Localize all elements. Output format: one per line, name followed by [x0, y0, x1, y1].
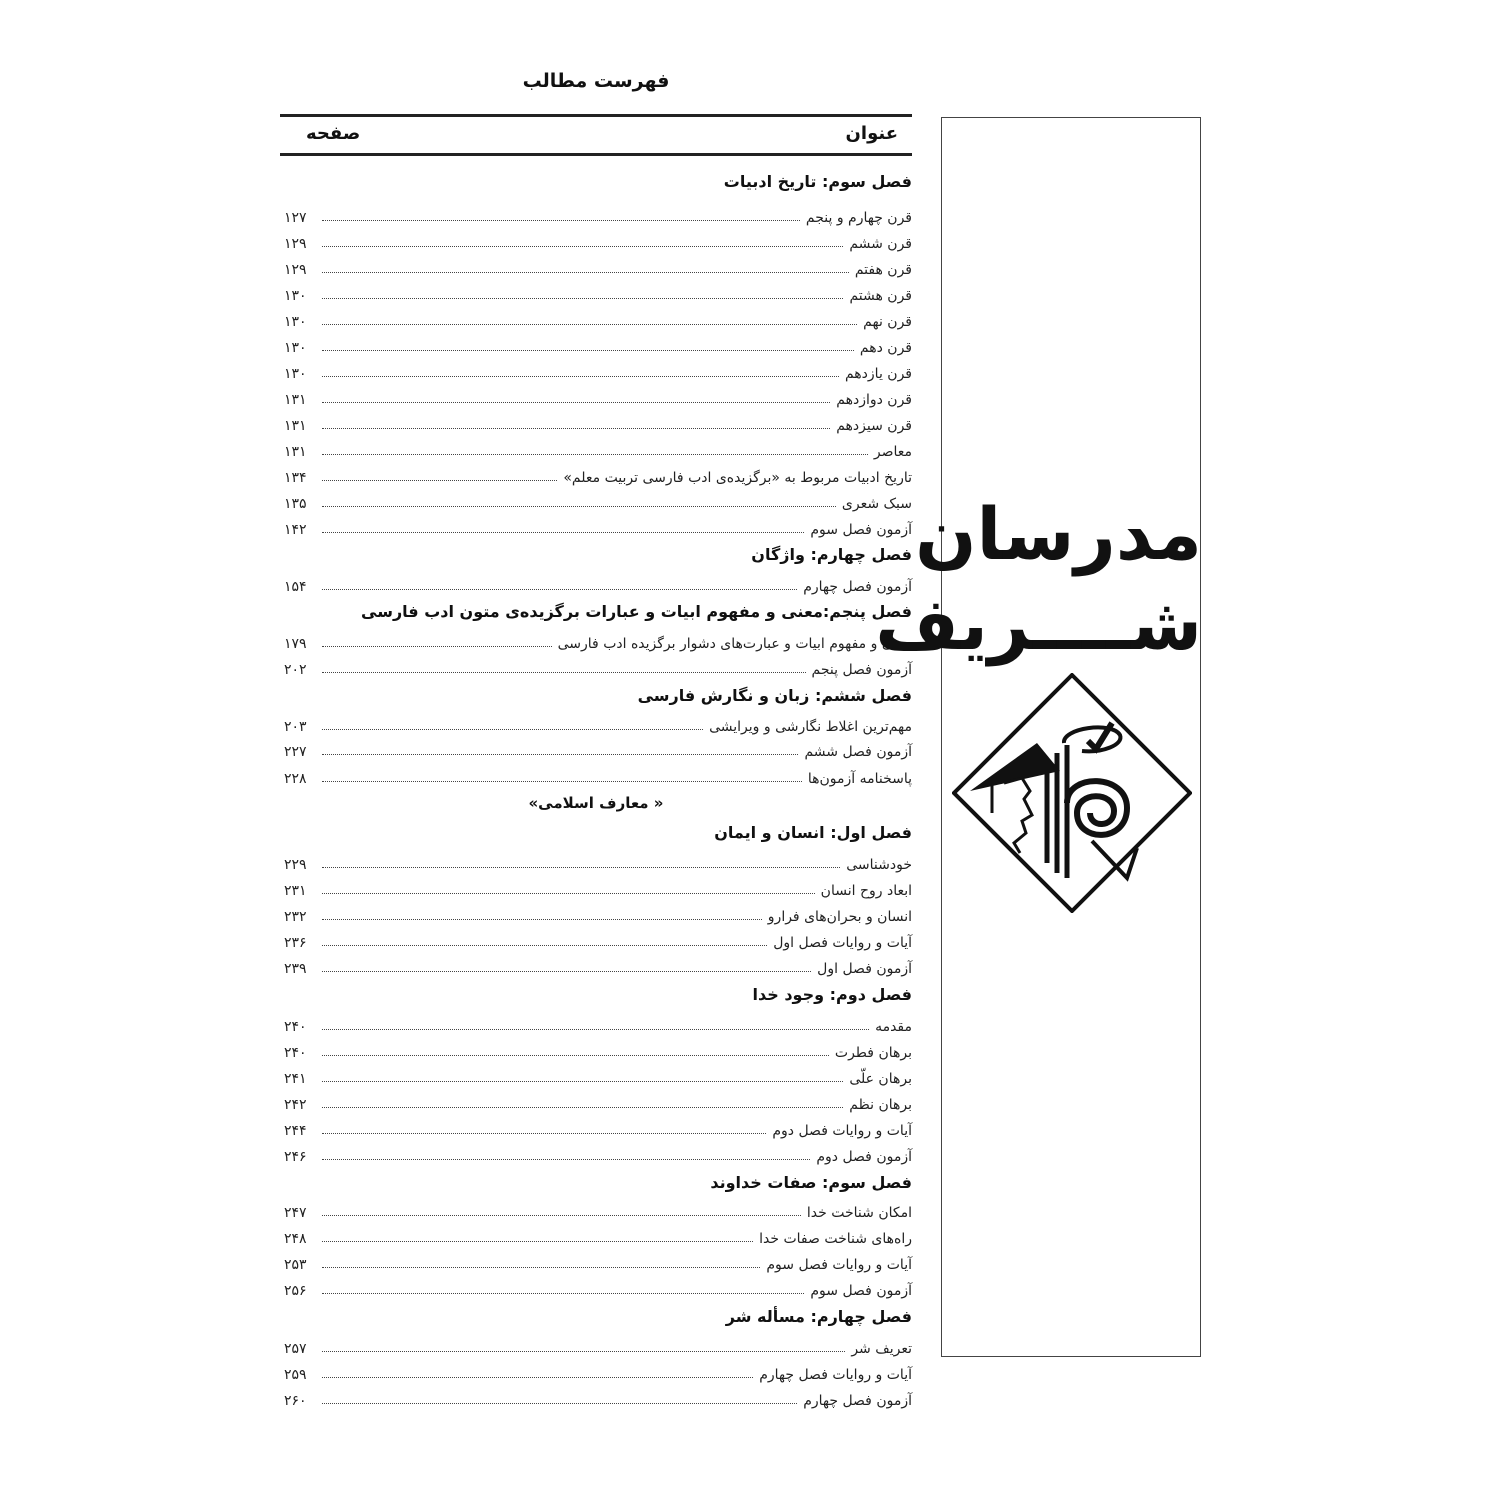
- toc-entry-page: ۲۴۲: [284, 1097, 307, 1113]
- toc-entry-page: ۲۰۳: [284, 719, 307, 735]
- dot-leader: [322, 1241, 753, 1242]
- toc-entry: [280, 386, 912, 408]
- dot-leader: [322, 220, 800, 221]
- toc-entry-page: ۲۴۴: [284, 1123, 307, 1139]
- dot-leader: [322, 971, 811, 972]
- toc-entry-label: ابعاد روح انسان: [820, 883, 912, 899]
- toc-entry: [280, 1199, 912, 1221]
- toc-entry-label: مقدمه: [875, 1019, 912, 1035]
- page-title: فهرست مطالب: [522, 70, 670, 92]
- toc-entry-page: ۲۵۳: [284, 1257, 307, 1273]
- toc-entry-label: قرن ششم: [849, 236, 912, 252]
- toc-entry-page: ۱۴۲: [284, 522, 307, 538]
- toc-entry-label: برهان نظم: [849, 1097, 912, 1113]
- toc-entry-page: ۲۳۹: [284, 961, 307, 977]
- toc-entry-label: برهان فطرت: [834, 1045, 912, 1061]
- dot-leader: [322, 945, 767, 946]
- toc-entry-label: قرن هشتم: [849, 288, 912, 304]
- toc-entry-page: ۱۲۹: [284, 236, 307, 252]
- brand-name-line1: مدرسان: [915, 492, 1202, 576]
- toc-entry-page: ۲۶۰: [284, 1393, 307, 1409]
- toc-entry: [280, 1361, 912, 1383]
- toc-entry-label: تاریخ ادبیات مربوط به «برگزیده‌ی ادب فارسی تربیت معلم»: [563, 470, 912, 486]
- dot-leader: [322, 1351, 845, 1352]
- toc-entry-label: آزمون فصل چهارم: [803, 1393, 912, 1409]
- toc-entry: [280, 630, 912, 652]
- toc-entry: [280, 1091, 912, 1113]
- toc-entry: [280, 256, 912, 278]
- toc-entry-page: ۱۳۱: [284, 418, 307, 434]
- toc-entry-label: قرن سیزدهم: [836, 418, 912, 434]
- toc-entry-label: تعریف شر: [851, 1341, 912, 1357]
- toc-entry-page: ۱۳۰: [284, 288, 307, 304]
- toc-entry-page: ۲۲۹: [284, 857, 307, 873]
- toc-entry-label: امکان شناخت خدا: [806, 1205, 912, 1221]
- toc-entry-page: ۱۳۵: [284, 496, 307, 512]
- chapter-heading: فصل چهارم: واژگان: [751, 545, 912, 564]
- toc-entry: [280, 955, 912, 977]
- toc-entry: [280, 308, 912, 330]
- toc-entry: [280, 464, 912, 486]
- toc-entry-label: قرن یازدهم: [844, 366, 912, 382]
- graduate-pencil-logo-icon: [952, 673, 1192, 913]
- toc-entry-page: ۲۴۷: [284, 1205, 307, 1221]
- toc-entry: [280, 1065, 912, 1087]
- toc-entry-label: آزمون فصل پنجم: [811, 662, 912, 678]
- toc-entry: [280, 1013, 912, 1035]
- toc-entry-page: ۲۳۱: [284, 883, 307, 899]
- toc-entry-page: ۲۴۰: [284, 1045, 307, 1061]
- toc-entry-label: خودشناسی: [846, 857, 912, 873]
- toc-entry: [280, 438, 912, 460]
- chapter-heading: فصل اول: انسان و ایمان: [714, 823, 912, 842]
- dot-leader: [322, 272, 849, 273]
- toc-entry-page: ۲۵۶: [284, 1283, 307, 1299]
- dot-leader: [322, 1267, 760, 1268]
- dot-leader: [322, 893, 815, 894]
- toc-entry: [280, 1143, 912, 1165]
- chapter-heading: فصل چهارم: مسأله شر: [725, 1307, 912, 1326]
- dot-leader: [322, 781, 802, 782]
- toc-entry-label: معنی و مفهوم ابیات و عبارت‌های دشوار برگزیده ادب فارسی: [557, 636, 912, 652]
- toc-entry: [280, 1225, 912, 1247]
- dot-leader: [322, 480, 557, 481]
- toc-entry-page: ۲۳۶: [284, 935, 307, 951]
- toc-entry-page: ۱۳۱: [284, 392, 307, 408]
- toc-entry-page: ۲۲۷: [284, 744, 307, 760]
- dot-leader: [322, 428, 830, 429]
- dot-leader: [322, 1403, 797, 1404]
- toc-entry-label: قرن چهارم و پنجم: [805, 210, 912, 226]
- toc-entry: [280, 282, 912, 304]
- toc-entry: [280, 738, 912, 760]
- toc-entry-label: راه‌های شناخت صفات خدا: [759, 1231, 912, 1247]
- dot-leader: [322, 402, 830, 403]
- dot-leader: [322, 646, 552, 647]
- toc-entry-label: آزمون فصل اول: [817, 961, 912, 977]
- toc-entry-label: قرن نهم: [863, 314, 912, 330]
- toc-entry: [280, 1117, 912, 1139]
- dot-leader: [322, 350, 854, 351]
- toc-entry: [280, 230, 912, 252]
- toc-entry: [280, 713, 912, 735]
- toc-entry-label: آیات و روایات فصل اول: [773, 935, 912, 951]
- dot-leader: [322, 1133, 766, 1134]
- toc-entry-label: آزمون فصل سوم: [810, 522, 912, 538]
- dot-leader: [322, 298, 843, 299]
- toc-entry-page: ۱۳۴: [284, 470, 307, 486]
- toc-entry: [280, 851, 912, 873]
- dot-leader: [322, 1107, 843, 1108]
- toc-entry: [280, 334, 912, 356]
- toc-entry-page: ۲۵۹: [284, 1367, 307, 1383]
- header-rule-bottom: [280, 153, 912, 156]
- toc-entry-page: ۱۲۹: [284, 262, 307, 278]
- toc-entry: [280, 656, 912, 678]
- toc-entry: [280, 1039, 912, 1061]
- dot-leader: [322, 506, 836, 507]
- chapter-heading: فصل سوم: صفات خداوند: [710, 1173, 912, 1192]
- dot-leader: [322, 754, 798, 755]
- toc-entry: [280, 516, 912, 538]
- toc-entry-page: ۲۴۸: [284, 1231, 307, 1247]
- toc-entry-label: قرن دوازدهم: [836, 392, 912, 408]
- toc-entry-label: آیات و روایات فصل دوم: [772, 1123, 912, 1139]
- chapter-heading: فصل ششم: زبان و نگارش فارسی: [637, 686, 912, 705]
- column-header-page: صفحه: [306, 123, 361, 144]
- toc-entry-label: برهان علّی: [849, 1071, 912, 1087]
- brand-name-line2: شــــریف: [875, 582, 1202, 666]
- toc-entry-page: ۱۵۴: [284, 579, 307, 595]
- dot-leader: [322, 1029, 869, 1030]
- toc-entry-page: ۱۳۱: [284, 444, 307, 460]
- table-of-contents: [280, 0, 912, 1500]
- dot-leader: [322, 324, 857, 325]
- dot-leader: [322, 867, 840, 868]
- chapter-heading: فصل پنجم:معنی و مفهوم ابیات و عبارات برگزیده‌ی متون ادب فارسی: [361, 602, 912, 621]
- dot-leader: [322, 1293, 804, 1294]
- dot-leader: [322, 919, 762, 920]
- toc-entry: [280, 573, 912, 595]
- toc-entry-page: ۱۳۰: [284, 366, 307, 382]
- toc-entry-label: آزمون فصل چهارم: [803, 579, 912, 595]
- dot-leader: [322, 1081, 843, 1082]
- toc-entry: [280, 765, 912, 787]
- toc-entry: [280, 204, 912, 226]
- header-rule-top: [280, 114, 912, 117]
- dot-leader: [322, 1215, 801, 1216]
- dot-leader: [322, 729, 703, 730]
- toc-entry: [280, 412, 912, 434]
- toc-entry-page: ۱۳۰: [284, 340, 307, 356]
- chapter-heading: فصل سوم: تاریخ ادبیات: [723, 172, 912, 191]
- toc-entry: [280, 1277, 912, 1299]
- toc-entry-label: معاصر: [873, 444, 912, 460]
- toc-entry: [280, 1335, 912, 1357]
- toc-entry: [280, 929, 912, 951]
- toc-entry: [280, 490, 912, 512]
- column-header-title: عنوان: [845, 123, 898, 144]
- toc-entry-page: ۲۲۸: [284, 771, 307, 787]
- toc-entry-page: ۲۰۲: [284, 662, 307, 678]
- toc-entry-label: آزمون فصل سوم: [810, 1283, 912, 1299]
- toc-entry-label: انسان و بحران‌های فرارو: [767, 909, 912, 925]
- toc-entry-page: ۱۳۰: [284, 314, 307, 330]
- dot-leader: [322, 1377, 753, 1378]
- dot-leader: [322, 454, 868, 455]
- toc-entry-page: ۲۴۰: [284, 1019, 307, 1035]
- toc-entry-label: سبک شعری: [841, 496, 912, 512]
- dot-leader: [322, 376, 839, 377]
- part-heading: « معارف اسلامی»: [528, 794, 664, 812]
- toc-entry-page: ۲۴۱: [284, 1071, 307, 1087]
- toc-entry-page: ۲۵۷: [284, 1341, 307, 1357]
- chapter-heading: فصل دوم: وجود خدا: [752, 985, 912, 1004]
- toc-entry-label: آیات و روایات فصل چهارم: [759, 1367, 912, 1383]
- toc-entry-label: قرن دهم: [859, 340, 912, 356]
- dot-leader: [322, 1055, 829, 1056]
- dot-leader: [322, 532, 804, 533]
- toc-entry-label: آیات و روایات فصل سوم: [766, 1257, 912, 1273]
- dot-leader: [322, 246, 843, 247]
- toc-entry: [280, 1251, 912, 1273]
- toc-entry: [280, 1387, 912, 1409]
- toc-entry: [280, 903, 912, 925]
- dot-leader: [322, 672, 806, 673]
- dot-leader: [322, 1159, 810, 1160]
- toc-entry-label: آزمون فصل دوم: [816, 1149, 912, 1165]
- toc-entry-page: ۲۳۲: [284, 909, 307, 925]
- toc-entry-label: قرن هفتم: [854, 262, 912, 278]
- toc-entry-label: پاسخنامه آزمون‌ها: [807, 771, 912, 787]
- toc-entry-label: آزمون فصل ششم: [804, 744, 912, 760]
- toc-entry-page: ۲۴۶: [284, 1149, 307, 1165]
- toc-entry: [280, 360, 912, 382]
- toc-entry-label: مهم‌ترین اغلاط نگارشی و ویرایشی: [709, 719, 912, 735]
- dot-leader: [322, 589, 797, 590]
- toc-entry: [280, 877, 912, 899]
- toc-entry-page: ۱۷۹: [284, 636, 307, 652]
- toc-entry-page: ۱۲۷: [284, 210, 307, 226]
